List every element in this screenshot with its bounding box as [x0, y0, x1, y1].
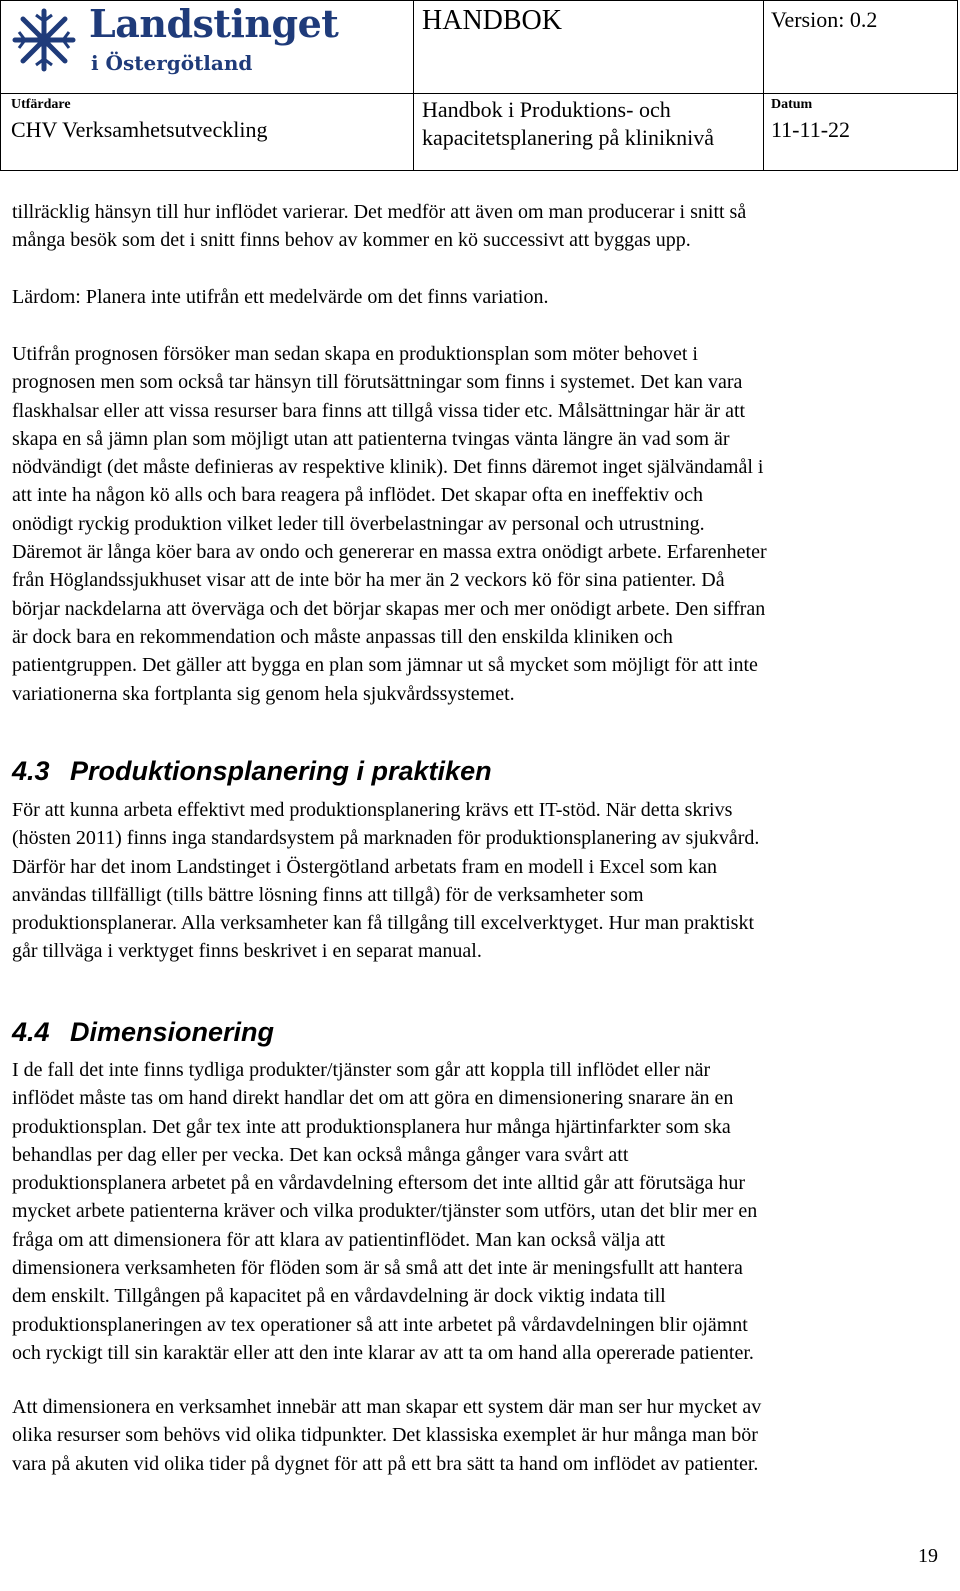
issuer-label: Utfärdare — [11, 97, 71, 112]
version: Version: 0.2 — [771, 7, 878, 32]
text-line: börjar nackdelarna att överväga och det börjar skapas mer och mer onödigt arbete. Den siffran — [12, 597, 766, 620]
text-line: patientgruppen. Det gäller att bygga en plan som jämnar ut så mycket som möjligt för att inte — [12, 654, 758, 677]
text-line: mycket arbete patienterna kräver och vilka produkter/tjänster som utförs, utan det blir mer en — [12, 1200, 758, 1223]
issuer-value: CHV Verksamhetsutveckling — [11, 117, 268, 142]
page-number: 19 — [918, 1545, 938, 1567]
header-divider — [763, 1, 764, 170]
text-line: Att dimensionera en verksamhet innebär att man skapar ett system där man ser hur mycket av — [12, 1396, 762, 1418]
text-line: dem enskilt. Tillgången på kapacitet på en vårdavdelning är dock viktig indata till — [12, 1285, 666, 1308]
snowflake-logo-icon — [11, 7, 77, 73]
header-divider — [1, 93, 957, 94]
text-line: inflödet måste tas om hand direkt handlar det om att göra en dimensionering snarare än en — [12, 1087, 734, 1110]
text-line: prognosen men som också tar hänsyn till förutsättningar som finns i systemet. Det kan vara — [12, 371, 743, 394]
text-line: går tillväga i verktyget finns beskrivet i en separat manual. — [12, 940, 482, 963]
text-line: I de fall det inte finns tydliga produkter/tjänster som går att koppla till inflödet eller när — [12, 1059, 711, 1081]
logo-subtitle: i Östergötland — [91, 51, 253, 75]
text-line: dimensionera verksamheten för flöden som är så små att det inte är meningsfullt att hantera — [12, 1257, 743, 1280]
text-line: Därför har det inom Landstinget i Östergötland arbetats fram en modell i Excel som kan — [12, 855, 717, 878]
text-line: många besök som det i snitt finns behov av kommer en kö successivt att byggas upp. — [12, 229, 691, 252]
text-line: och ryckigt till sin karaktär eller att den inte klarar av att ta om hand alla opererade patienter. — [12, 1341, 754, 1364]
text-line: från Höglandssjukhuset visar att de inte bör ha mer än 2 veckors kö för sina patienter. Då — [12, 569, 725, 592]
section-number: 4.3 — [12, 756, 50, 786]
text-line: olika resurser som behövs vid olika tidpunkter. Det klassiska exemplet är hur många man bör — [12, 1424, 758, 1447]
text-line: produktionsplanerar. Alla verksamheter kan få tillgång till excelverktyget. Hur man praktiskt — [12, 912, 755, 935]
doc-title-line2: kapacitetsplanering på kliniknivå — [422, 125, 715, 150]
text-line: nödvändigt (det måste definieras av respektive klinik). Det finns däremot inget självändamål i — [12, 456, 764, 479]
landstinget-logo — [11, 1, 421, 81]
section-title: Dimensionering — [70, 1017, 275, 1047]
lesson-paragraph — [12, 283, 942, 311]
text-line: Utifrån prognosen försöker man sedan skapa en produktionsplan som möter behovet i — [12, 343, 698, 365]
date-label: Datum — [771, 97, 813, 112]
paragraph — [12, 340, 942, 708]
logo-title: Landstinget — [89, 1, 339, 46]
lesson-text: Planera inte utifrån ett medelvärde om det finns variation. — [80, 286, 549, 308]
lesson-label: Lärdom: — [12, 286, 81, 308]
text-line: att inte ha någon kö alls och bara reagera på inflödet. Det skapar ofta en ineffektiv och — [12, 484, 704, 507]
text-line: produktionsplan. Det går tex inte att produktionsplanera hur många hjärtinfarkter som ska — [12, 1115, 731, 1138]
section-title: Produktionsplanering i praktiken — [70, 756, 492, 786]
paragraph — [12, 198, 942, 255]
text-line: användas tillfälligt (tills bättre lösning finns att tillgå) för de verksamheter som — [12, 883, 644, 906]
section-heading — [12, 1017, 274, 1048]
text-line: onödigt ryckig produktion vilket leder till överbelastningar av personal och utrustning. — [12, 512, 705, 535]
text-line: (hösten 2011) finns inga standardsystem på marknaden för produktionsplanering av sjukvård. — [12, 827, 760, 850]
date-value: 11-11-22 — [771, 117, 851, 142]
doc-title-line1: Handbok i Produktions- och — [422, 97, 671, 122]
text-line: För att kunna arbeta effektivt med produktionsplanering krävs ett IT-stöd. När detta skrivs — [12, 799, 733, 821]
text-line: tillräcklig hänsyn till hur inflödet varierar. Det medför att även om man producerar i snitt så — [12, 201, 747, 223]
doc-type: HANDBOK — [422, 5, 562, 36]
text-line: flaskhalsar eller att vissa resurser bara finns att tillgå vissa tider etc. Målsättningar här är att — [12, 399, 746, 422]
section-number: 4.4 — [12, 1017, 50, 1047]
text-line: Däremot är långa köer bara av ondo och genererar en massa extra onödigt arbete. Erfarenheter — [12, 541, 767, 564]
paragraph — [12, 796, 942, 966]
document-header — [0, 0, 958, 171]
text-line: behandlas per dag eller per vecka. Det kan också många gånger vara svårt att — [12, 1143, 629, 1166]
text-line: skapa en så jämn plan som möjligt utan att patienterna tvingas vänta längre än vad som är — [12, 427, 730, 450]
text-line: produktionsplaneringen av tex operationer så att inte arbetet på vårdavdelningen blir ojämnt — [12, 1313, 748, 1336]
text-line: är dock bara en rekommendation och måste anpassas till den enskilda kliniken och — [12, 625, 673, 648]
text-line: vara på akuten vid olika tider på dygnet för att på ett bra sätt ta hand om inflödet av patienter. — [12, 1452, 759, 1475]
text-line: variationerna ska fortplanta sig genom hela sjukvårdssystemet. — [12, 682, 515, 705]
text-line: produktionsplanera arbetet på en vårdavdelning eftersom det inte alltid går att förutsäga hur — [12, 1172, 746, 1195]
paragraph — [12, 1056, 942, 1367]
text-line: fråga om att dimensionera för att klara av patientinflödet. Man kan också välja att — [12, 1228, 666, 1251]
section-heading — [12, 756, 492, 787]
paragraph — [12, 1393, 942, 1478]
